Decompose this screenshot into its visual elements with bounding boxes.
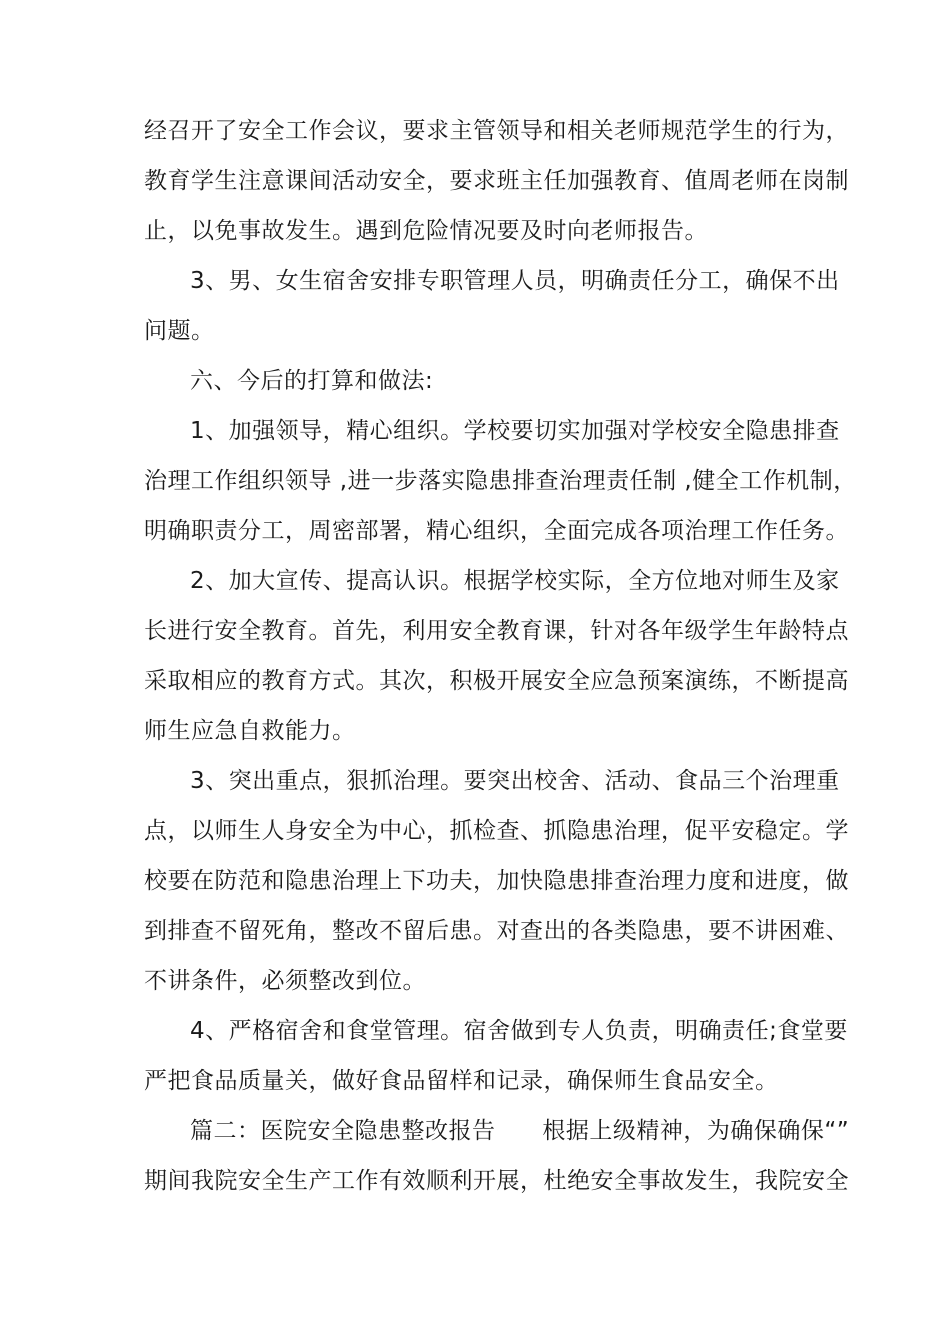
text-line: 治理工作组织领导 ,进一步落实隐患排查治理责任制 ,健全工作机制，: [144, 468, 857, 494]
text-line: 1、加强领导，精心组织。学校要切实加强对学校安全隐患排查: [190, 418, 840, 444]
text-line: 2、加大宣传、提高认识。根据学校实际，全方位地对师生及家: [190, 568, 840, 594]
text-line: 期间我院安全生产工作有效顺利开展，杜绝安全事故发生，我院安全: [144, 1168, 849, 1194]
text-line: 采取相应的教育方式。其次，积极开展安全应急预案演练，不断提高: [144, 668, 849, 694]
text-line: 教育学生注意课间活动安全，要求班主任加强教育、值周老师在岗制: [144, 168, 849, 194]
text-line: 到排查不留死角，整改不留后患。对查出的各类隐患，要不讲困难、: [144, 918, 849, 944]
text-line: 师生应急自救能力。: [144, 718, 356, 744]
text-line: 长进行安全教育。首先，利用安全教育课，针对各年级学生年龄特点: [144, 618, 849, 644]
text-line: 3、突出重点，狠抓治理。要突出校舍、活动、食品三个治理重: [190, 768, 840, 794]
text-line: 严把食品质量关，做好食品留样和记录，确保师生食品安全。: [144, 1068, 779, 1094]
text-line: 问题。: [144, 318, 215, 344]
section-heading: 六、今后的打算和做法:: [190, 368, 434, 394]
text-line: 明确职责分工，周密部署，精心组织，全面完成各项治理工作任务。: [144, 518, 849, 544]
text-line: 不讲条件，必须整改到位。: [144, 968, 426, 994]
text-line: 止，以免事故发生。遇到危险情况要及时向老师报告。: [144, 218, 708, 244]
text-line: 3、男、女生宿舍安排专职管理人员，明确责任分工，确保不出: [190, 268, 840, 294]
text-line: 校要在防范和隐患治理上下功夫，加快隐患排查治理力度和进度，做: [144, 868, 849, 894]
text-line: 点，以师生人身安全为中心，抓检查、抓隐患治理，促平安稳定。学: [144, 818, 849, 844]
text-line: 经召开了安全工作会议，要求主管领导和相关老师规范学生的行为，: [144, 118, 849, 144]
text-line: 4、严格宿舍和食堂管理。宿舍做到专人负责，明确责任;食堂要: [190, 1018, 848, 1044]
text-line: 篇二：医院安全隐患整改报告 根据上级精神，为确保确保“”: [190, 1118, 850, 1144]
